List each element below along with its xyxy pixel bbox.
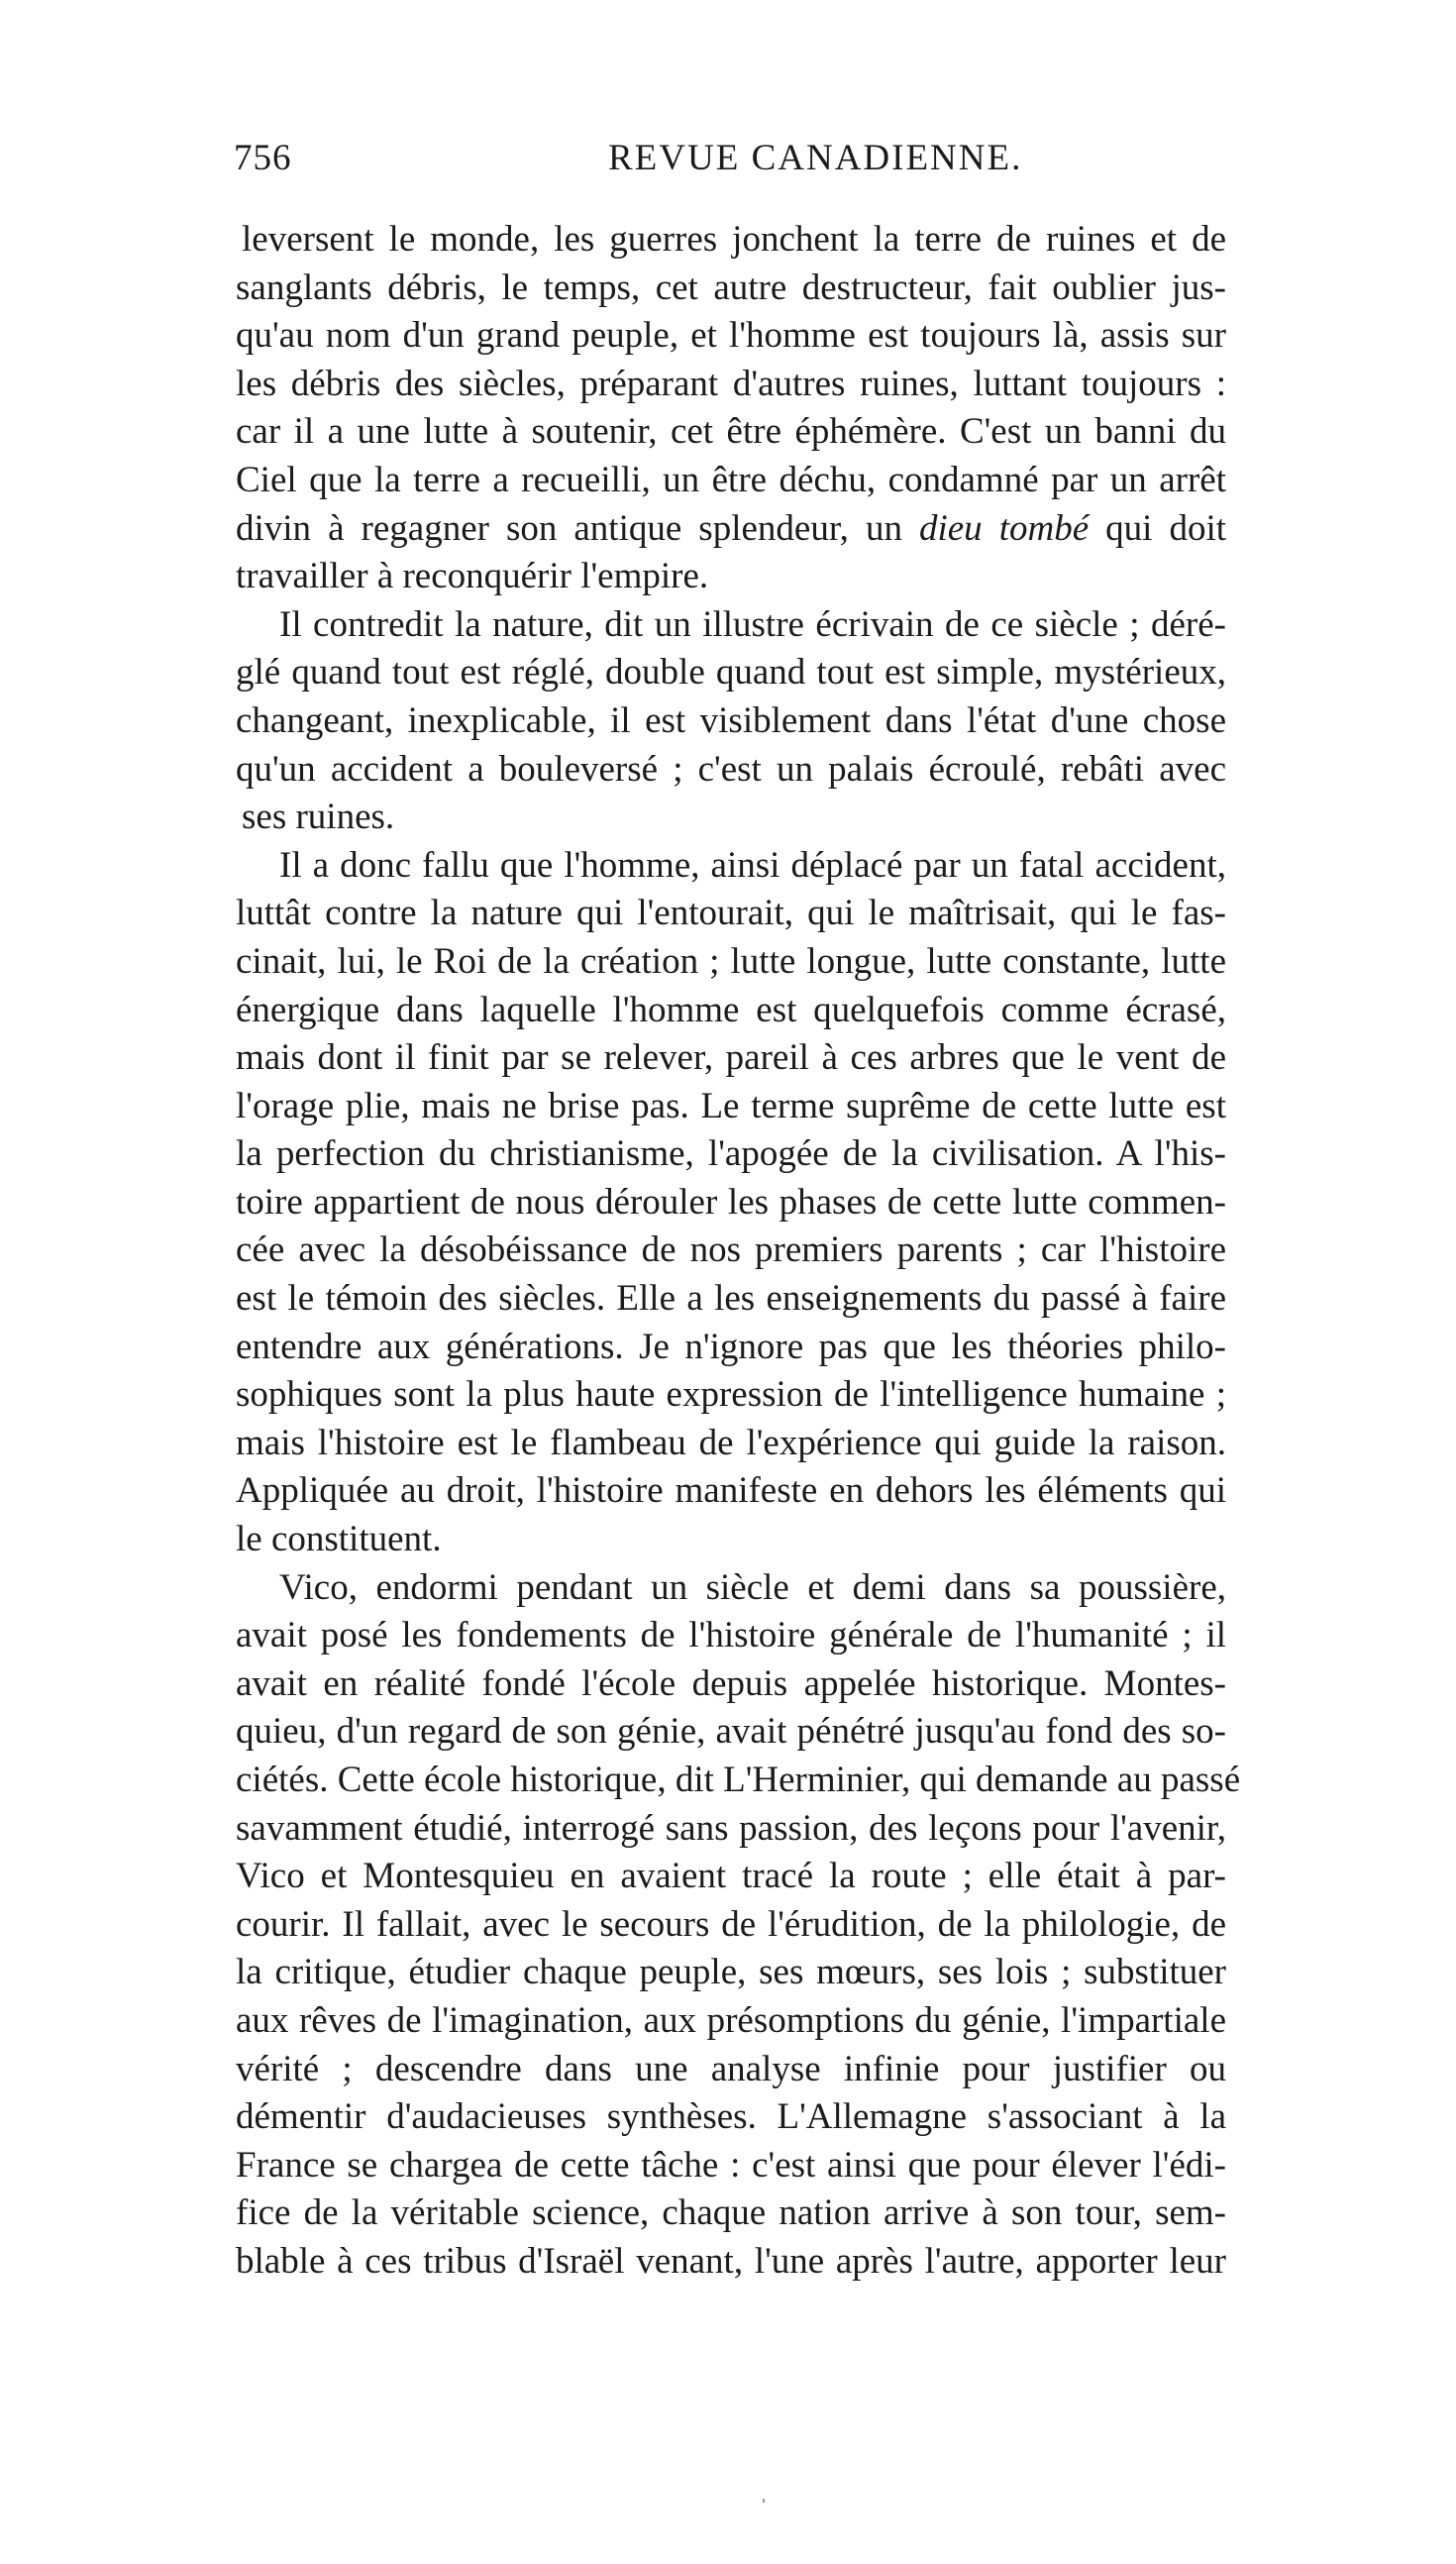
text-line: la perfection du christianisme, l'apogée de la civilisation. A l'his-: [236, 1133, 1226, 1175]
text-line: travailler à reconquérir l'empire.: [236, 556, 709, 597]
text-line: avait posé les fondements de l'histoire générale de l'humanité ; il: [236, 1615, 1226, 1656]
text-line: Il contredit la nature, dit un illustre écrivain de ce siècle ; déré-: [279, 603, 1226, 645]
text-line: courir. Il fallait, avec le secours de l'érudition, de la philologie, de: [236, 1903, 1226, 1945]
text-line: ses ruines.: [242, 797, 395, 838]
journal-title: REVUE CANADIENNE.: [608, 138, 1023, 178]
text-line: glé quand tout est réglé, double quand tout est simple, mystérieux,: [236, 652, 1226, 694]
text-line: changeant, inexplicable, il est visiblement dans l'état d'une chose: [236, 699, 1226, 741]
line-text-segment: divin à regagner son antique splendeur, un: [236, 507, 919, 549]
text-line: cée avec la désobéissance de nos premiers parents ; car l'histoire: [236, 1229, 1226, 1271]
text-line: savamment étudié, interrogé sans passion, des leçons pour l'avenir,: [236, 1807, 1226, 1849]
text-line: ciétés. Cette école historique, dit L'Herminier, qui demande au passé: [236, 1760, 1241, 1800]
text-line: quieu, d'un regard de son génie, avait pénétré jusqu'au fond des so-: [236, 1711, 1226, 1753]
text-line: Ciel que la terre a recueilli, un être déchu, condamné par un arrêt: [236, 459, 1226, 500]
text-line: énergique dans laquelle l'homme est quelquefois comme écrasé,: [236, 989, 1226, 1030]
text-line: toire appartient de nous dérouler les phases de cette lutte commen-: [236, 1181, 1226, 1223]
italic-phrase: dieu tombé: [918, 507, 1090, 549]
page-number: 756: [234, 138, 292, 178]
paper-speck: [763, 2499, 765, 2503]
text-line: démentir d'audacieuses synthèses. L'Allemagne s'associant à la: [236, 2096, 1226, 2138]
running-head: [234, 137, 1224, 196]
text-line: France se chargea de cette tâche : c'est ainsi que pour élever l'édi-: [236, 2144, 1226, 2186]
text-line: vérité ; descendre dans une analyse infinie pour justifier ou: [236, 2048, 1226, 2089]
text-line: aux rêves de l'imagination, aux présomptions du génie, l'impartiale: [236, 1999, 1226, 2041]
text-line: blable à ces tribus d'Israël venant, l'une après l'autre, apporter leur: [236, 2240, 1226, 2282]
text-line: l'orage plie, mais ne brise pas. Le terme suprême de cette lutte est: [236, 1085, 1226, 1126]
text-line: le constituent.: [236, 1519, 442, 1560]
body-text: [236, 216, 1241, 2287]
text-line-with-italic: [236, 505, 1226, 554]
text-line: les débris des siècles, préparant d'autres ruines, luttant toujours :: [236, 363, 1226, 404]
text-line: Il a donc fallu que l'homme, ainsi déplacé par un fatal accident,: [279, 844, 1226, 886]
paragraph-2: [236, 601, 1226, 842]
text-line: la critique, étudier chaque peuple, ses mœurs, ses lois ; substituer: [236, 1952, 1226, 1993]
text-line: mais dont il finit par se relever, pareil à ces arbres que le vent de: [236, 1037, 1226, 1079]
text-line: Vico, endormi pendant un siècle et demi dans sa poussière,: [279, 1566, 1226, 1608]
paragraph-1: [236, 216, 1226, 601]
text-line: qu'un accident a bouleversé ; c'est un palais écroulé, rebâti avec: [236, 748, 1226, 790]
text-line: est le témoin des siècles. Elle a les enseignements du passé à faire: [236, 1278, 1226, 1320]
text-line: fice de la véritable science, chaque nation arrive à son tour, sem-: [236, 2192, 1226, 2234]
text-line: sanglants débris, le temps, cet autre destructeur, fait oublier jus-: [236, 267, 1226, 308]
paragraph-4: [236, 1564, 1241, 2287]
text-line: car il a une lutte à soutenir, cet être éphémère. C'est un banni du: [236, 411, 1226, 453]
text-line: qu'au nom d'un grand peuple, et l'homme est toujours là, assis sur: [236, 315, 1226, 357]
text-line: Vico et Montesquieu en avaient tracé la route ; elle était à par-: [236, 1856, 1226, 1897]
text-line: cinait, lui, le Roi de la création ; lutte longue, lutte constante, lutte: [236, 940, 1226, 982]
paragraph-3: [236, 842, 1226, 1564]
text-line: entendre aux générations. Je n'ignore pas que les théories philo-: [236, 1326, 1226, 1367]
text-line: sophiques sont la plus haute expression de l'intelligence humaine ;: [236, 1374, 1226, 1416]
text-line: mais l'histoire est le flambeau de l'expérience qui guide la raison.: [236, 1422, 1226, 1463]
text-line: Appliquée au droit, l'histoire manifeste en dehors les éléments qui: [236, 1470, 1226, 1512]
text-line: avait en réalité fondé l'école depuis appelée historique. Montes-: [236, 1662, 1226, 1704]
text-line: leversent le monde, les guerres jonchent la terre de ruines et de: [242, 219, 1226, 260]
line-text-segment: qui doit: [1089, 507, 1227, 549]
text-line: luttât contre la nature qui l'entourait, qui le maîtrisait, qui le fas-: [236, 893, 1226, 934]
